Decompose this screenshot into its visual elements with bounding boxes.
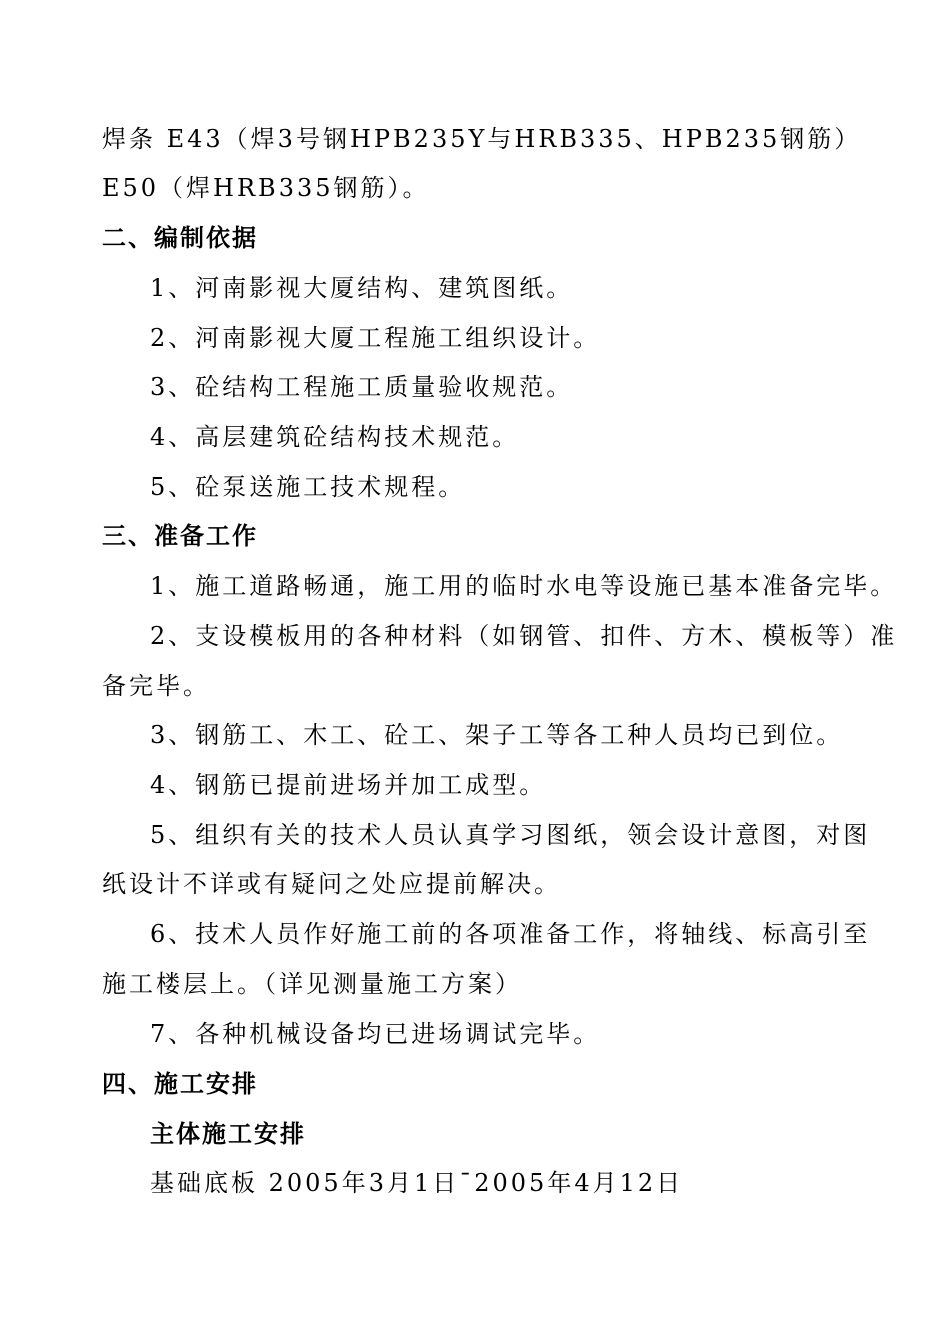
prep-item-5-line-2: 纸设计不详或有疑问之处应提前解决。	[102, 870, 561, 898]
prep-item-4: 4、钢筋已提前进场并加工成型。	[150, 771, 547, 799]
basis-item-2: 2、河南影视大厦工程施工组织设计。	[150, 324, 601, 352]
prep-item-1: 1、施工道路畅通，施工用的临时水电等设施已基本准备完毕。	[150, 572, 898, 600]
electrode-line-1: 焊条 E43（焊3号钢HPB235Y与HRB335、HPB235钢筋）	[102, 125, 862, 153]
prep-item-6-line-2: 施工楼层上。（详见测量施工方案）	[102, 970, 522, 998]
prep-item-6-line-1: 6、技术人员作好施工前的各项准备工作，将轴线、标高引至	[150, 920, 871, 948]
main-construction-subheading: 主体施工安排	[150, 1120, 306, 1148]
section-2-heading: 二、编制依据	[102, 224, 258, 252]
prep-item-3: 3、钢筋工、木工、砼工、架子工等各工种人员均已到位。	[150, 721, 844, 749]
prep-item-7: 7、各种机械设备均已进场调试完毕。	[150, 1020, 601, 1048]
basis-item-5: 5、砼泵送施工技术规程。	[150, 473, 466, 501]
foundation-schedule: 基础底板 2005年3月1日¯2005年4月12日	[150, 1169, 684, 1197]
section-3-heading: 三、准备工作	[102, 522, 258, 550]
prep-item-2-line-1: 2、支设模板用的各种材料（如钢管、扣件、方木、模板等）准	[150, 622, 898, 650]
basis-item-1: 1、河南影视大厦结构、建筑图纸。	[150, 274, 574, 302]
basis-item-3: 3、砼结构工程施工质量验收规范。	[150, 373, 574, 401]
prep-item-5-line-1: 5、组织有关的技术人员认真学习图纸，领会设计意图，对图	[150, 821, 871, 849]
electrode-line-2: E50（焊HRB335钢筋）。	[102, 174, 430, 202]
prep-item-2-line-2: 备完毕。	[102, 672, 210, 700]
section-4-heading: 四、施工安排	[102, 1070, 258, 1098]
basis-item-4: 4、高层建筑砼结构技术规范。	[150, 423, 520, 451]
